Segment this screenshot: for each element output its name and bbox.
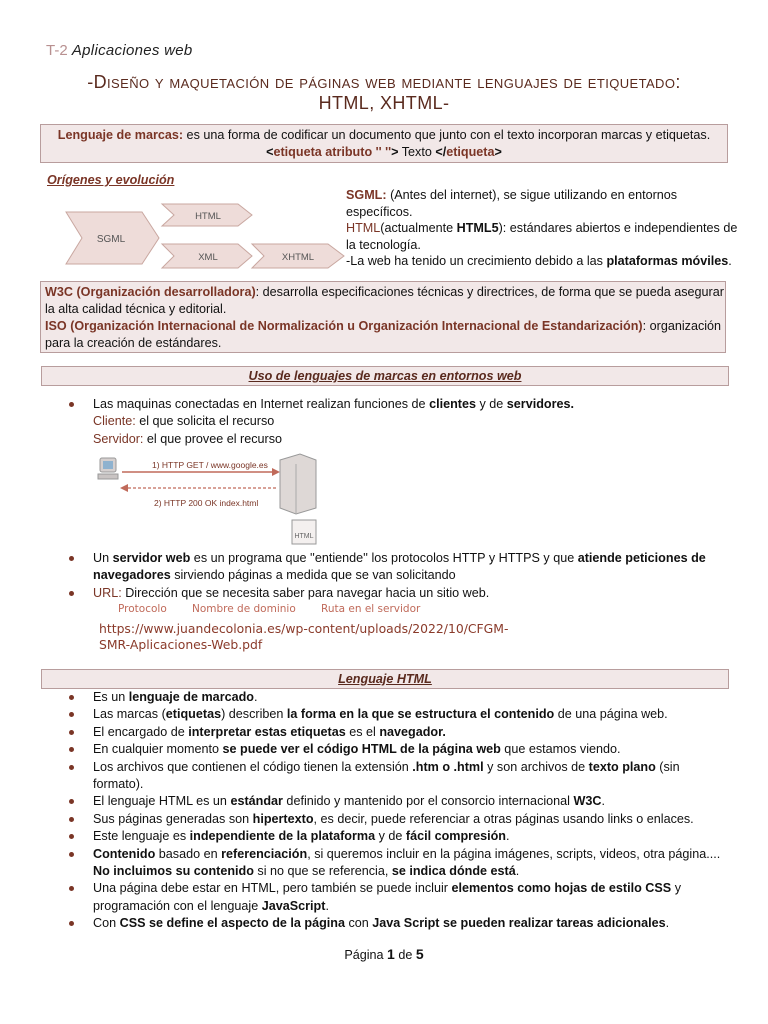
bullet-icon bbox=[69, 852, 74, 857]
syntax-tag: etiqueta atributo '' '' bbox=[273, 145, 392, 159]
syntax-text: Texto bbox=[398, 145, 436, 159]
sgml-label: SGML bbox=[96, 234, 126, 245]
bullet-icon bbox=[69, 817, 74, 822]
text: la forma en la que se estructura el contenido bbox=[286, 707, 555, 722]
text: estándar bbox=[230, 794, 283, 809]
iso-text: : organización para la creación de estándares. bbox=[45, 319, 722, 350]
page-number: 1 bbox=[387, 946, 395, 962]
text: servidor web bbox=[112, 551, 191, 565]
text: Un bbox=[93, 551, 113, 565]
text: lenguaje de marcado bbox=[128, 690, 254, 704]
html-text-a: (actualmente bbox=[380, 221, 457, 235]
text: y son archivos de bbox=[483, 759, 589, 774]
bullet-icon bbox=[69, 921, 74, 926]
response-label: 2) HTTP 200 OK index.html bbox=[154, 498, 259, 508]
sgml-text: (Antes del internet), se sigue utilizando en entornos específicos. bbox=[346, 188, 678, 219]
bullet-icon bbox=[69, 747, 74, 752]
bullet-icon bbox=[69, 556, 74, 561]
markup-definition: es una forma de codificar un documento que junto con el texto incorporan marcas y etiquetas. bbox=[183, 128, 711, 142]
markup-term: Lenguaje de marcas: bbox=[57, 128, 184, 142]
list-item bbox=[93, 880, 723, 915]
list-item bbox=[93, 689, 723, 706]
text: No incluimos su contenido bbox=[93, 864, 254, 879]
list-item bbox=[93, 793, 723, 810]
request-arrowhead bbox=[272, 468, 280, 476]
list-item bbox=[93, 759, 723, 794]
text: Sus páginas generadas son bbox=[93, 811, 253, 826]
text: Con bbox=[93, 916, 120, 931]
text: se indica dónde está bbox=[391, 864, 516, 879]
list-item bbox=[93, 724, 723, 741]
xhtml-label: XHTML bbox=[281, 252, 315, 263]
client-screen bbox=[103, 461, 113, 469]
html-text-b: HTML5 bbox=[456, 221, 499, 235]
bullet-icon bbox=[69, 799, 74, 804]
url-description: Dirección que se necesita saber para navegar hacia un sitio web. bbox=[121, 585, 490, 600]
text: Los archivos que contienen el código tienen la extensión bbox=[93, 759, 413, 774]
bullet-icon bbox=[69, 886, 74, 891]
text: definido y mantenido por el consorcio internacional bbox=[282, 794, 574, 809]
html-label: HTML bbox=[195, 211, 221, 222]
unit-code: T-2 bbox=[46, 42, 68, 59]
html-features-list bbox=[93, 689, 723, 933]
text: (sin formato). bbox=[93, 759, 680, 792]
bullet-icon bbox=[69, 765, 74, 770]
text: referenciación bbox=[221, 846, 308, 861]
list-item bbox=[93, 741, 723, 758]
xml-label: XML bbox=[198, 252, 218, 263]
list-item bbox=[93, 585, 723, 602]
list-item bbox=[93, 550, 723, 585]
web-text-a: -La web ha tenido un crecimiento debido a las bbox=[346, 254, 607, 268]
text: texto plano bbox=[588, 759, 656, 774]
footer-mid: de bbox=[394, 948, 416, 962]
web-text-b: plataformas móviles bbox=[606, 254, 729, 268]
list-item bbox=[93, 915, 723, 932]
text: . bbox=[515, 864, 520, 879]
bullet-icon bbox=[69, 730, 74, 735]
page-title-line1: -Diseño y maquetación de páginas web mediante lenguajes de etiquetado: bbox=[87, 72, 681, 92]
text: clientes bbox=[429, 397, 476, 411]
text: de una página web. bbox=[554, 707, 668, 722]
client-text: el que solicita el recurso bbox=[135, 414, 275, 429]
unit-title: Aplicaciones web bbox=[71, 42, 193, 59]
text: W3C bbox=[573, 794, 602, 809]
footer-prefix: Página bbox=[344, 948, 388, 962]
text: El encargado de bbox=[93, 724, 189, 739]
text: basado en bbox=[155, 846, 222, 861]
text: interpretar estas etiquetas bbox=[188, 724, 346, 739]
text: .htm o .html bbox=[412, 759, 484, 774]
text: y de bbox=[475, 397, 507, 411]
text: . bbox=[325, 898, 329, 913]
markup-definition-box bbox=[40, 124, 728, 163]
origins-text bbox=[346, 187, 740, 270]
text: hipertexto bbox=[252, 811, 314, 826]
text: atiende peticiones de navegadores bbox=[93, 551, 706, 583]
page-title-line2: HTML, XHTML- bbox=[318, 93, 450, 113]
request-label: 1) HTTP GET / www.google.es bbox=[152, 460, 268, 470]
web-text-c: . bbox=[728, 254, 732, 268]
text: CSS se define el aspecto de la página bbox=[119, 916, 345, 931]
syntax-end-tag: etiqueta bbox=[446, 145, 495, 159]
url-link[interactable]: https://www.juandecolonia.es/wp-content/uploads/2022/10/CFGM-SMR-Aplicaciones-Web.pdf bbox=[99, 621, 509, 652]
syntax-close: > bbox=[391, 145, 399, 159]
list-item bbox=[93, 706, 723, 723]
text: En cualquier momento bbox=[93, 742, 223, 757]
client-base bbox=[98, 474, 118, 479]
server-term: Servidor: bbox=[93, 431, 144, 446]
evolution-diagram bbox=[64, 200, 346, 276]
text: es el bbox=[345, 724, 380, 739]
section-heading-html: Lenguaje HTML bbox=[41, 669, 729, 689]
organizations-box bbox=[40, 281, 726, 353]
html-text-c: ): estándares abiertos e independientes de la tecnología. bbox=[346, 221, 738, 252]
text: , es decir, puede referenciar a otras páginas usando links o enlaces. bbox=[313, 811, 694, 826]
text: que estamos viendo. bbox=[500, 742, 621, 757]
text: sirviendo páginas a medida que se van solicitando bbox=[170, 568, 456, 583]
bullet-icon bbox=[69, 402, 74, 407]
text: . bbox=[601, 794, 605, 809]
iso-term: ISO (Organización Internacional de Normalización u Organización Internacional de Estandarización) bbox=[45, 319, 643, 333]
text: Es un bbox=[93, 690, 129, 704]
list-item bbox=[93, 828, 723, 845]
page-total: 5 bbox=[415, 946, 424, 962]
text: JavaScript bbox=[261, 898, 326, 913]
domain-label: Nombre de dominio bbox=[192, 603, 296, 615]
syntax-end-close: > bbox=[494, 145, 502, 159]
bullet-icon bbox=[69, 695, 74, 700]
text: El lenguaje HTML es un bbox=[93, 794, 231, 809]
text: , si queremos incluir en la página imágenes, scripts, videos, otra página.... bbox=[307, 846, 721, 861]
protocol-label: Protocolo bbox=[118, 603, 167, 615]
client-term: Cliente: bbox=[93, 414, 136, 429]
document-header bbox=[46, 42, 193, 59]
text: elementos como hojas de estilo CSS bbox=[451, 881, 672, 896]
origins-heading: Orígenes y evolución bbox=[47, 173, 175, 187]
bullet-icon bbox=[69, 834, 74, 839]
text: ) describen bbox=[221, 707, 287, 722]
client-server-diagram bbox=[96, 448, 332, 548]
url-term: URL: bbox=[93, 585, 122, 600]
server-icon bbox=[280, 454, 316, 514]
text: servidores. bbox=[506, 397, 574, 411]
list-item bbox=[93, 811, 723, 828]
bullet-icon bbox=[69, 591, 74, 596]
syntax-open: < bbox=[266, 145, 274, 159]
text: navegador. bbox=[379, 724, 446, 739]
text: Una página debe estar en HTML, pero también se puede incluir bbox=[93, 881, 452, 896]
list-item bbox=[93, 846, 723, 881]
w3c-term: W3C (Organización desarrolladora) bbox=[45, 285, 256, 299]
text: fácil compresión bbox=[405, 829, 506, 844]
text: . bbox=[665, 916, 670, 931]
sgml-term: SGML: bbox=[346, 188, 387, 202]
response-arrowhead bbox=[120, 484, 128, 492]
page-title bbox=[40, 72, 728, 114]
text: Java Script se pueden realizar tareas adicionales bbox=[372, 916, 666, 931]
w3c-text: : desarrolla especificaciones técnicas y directrices, de forma que se pueda asegurar la alta calidad técnica y editorial. bbox=[45, 285, 724, 316]
text: Las marcas ( bbox=[93, 707, 166, 722]
text: etiquetas bbox=[165, 707, 222, 722]
path-label: Ruta en el servidor bbox=[321, 603, 421, 615]
text: . bbox=[505, 829, 510, 844]
text: si no que se referencia, bbox=[253, 864, 392, 879]
bullet-icon bbox=[69, 712, 74, 717]
file-icon bbox=[292, 520, 316, 544]
section1-list-continued bbox=[93, 550, 723, 602]
text: Las maquinas conectadas en Internet realizan funciones de bbox=[93, 397, 430, 411]
page-footer bbox=[0, 946, 768, 962]
file-label: HTML bbox=[294, 533, 314, 540]
list-item bbox=[93, 396, 733, 448]
text: se puede ver el código HTML de la página web bbox=[222, 742, 501, 757]
section1-list bbox=[93, 396, 733, 448]
server-text: el que provee el recurso bbox=[143, 431, 283, 446]
section-heading-markup-usage: Uso de lenguajes de marcas en entornos web bbox=[41, 366, 729, 386]
text: y programación con el lenguaje bbox=[93, 881, 681, 913]
syntax-end-open: </ bbox=[435, 145, 447, 159]
text: Contenido bbox=[93, 846, 156, 861]
text: independiente de la plataforma bbox=[189, 829, 376, 844]
text: . bbox=[253, 690, 258, 704]
text: es un programa que ''entiende'' los protocolos HTTP y HTTPS y que bbox=[190, 551, 578, 565]
text: con bbox=[344, 916, 373, 931]
text: y de bbox=[375, 829, 406, 844]
text: Este lenguaje es bbox=[93, 829, 190, 844]
html-term: HTML bbox=[346, 221, 381, 235]
